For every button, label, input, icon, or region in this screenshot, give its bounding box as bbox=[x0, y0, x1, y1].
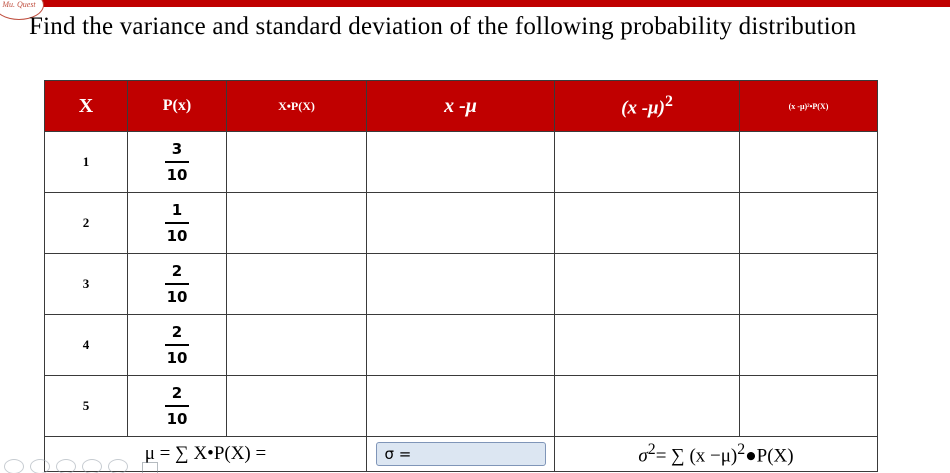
fraction-denominator: 10 bbox=[166, 287, 188, 306]
mean-formula: μ = ∑ X•P(X) = bbox=[144, 443, 267, 464]
probability-fraction bbox=[164, 140, 191, 184]
answer-cell-weighted-squared[interactable] bbox=[740, 254, 878, 315]
probability-fraction bbox=[164, 384, 191, 428]
variance-tail: ●P(X) bbox=[745, 445, 794, 467]
logo-stamp: Mu. Quest bbox=[0, 0, 44, 20]
instruction-text: Find the variance and standard deviation of the following probability distribution bbox=[29, 13, 857, 40]
answer-cell-deviation[interactable] bbox=[367, 254, 555, 315]
x-value-cell: 1 bbox=[45, 132, 128, 193]
variance-sum-exp: 2 bbox=[737, 440, 746, 458]
answer-cell-deviation-squared[interactable] bbox=[555, 315, 740, 376]
fraction-numerator: 2 bbox=[171, 323, 183, 342]
probability-fraction bbox=[164, 201, 191, 245]
fraction-numerator: 3 bbox=[171, 140, 183, 159]
header-x-times-p: X•P(X) bbox=[227, 81, 367, 132]
fraction-denominator: 10 bbox=[166, 409, 188, 428]
header-deviation bbox=[367, 81, 555, 132]
top-rule bbox=[0, 0, 950, 7]
probability-table bbox=[44, 80, 878, 472]
header-deviation-text: x -μ bbox=[444, 94, 477, 117]
probability-cell bbox=[128, 193, 227, 254]
faded-toolbar bbox=[0, 455, 170, 473]
answer-cell-x-times-p[interactable] bbox=[227, 132, 367, 193]
sigma-input-box[interactable]: σ = bbox=[376, 442, 546, 466]
table-row bbox=[45, 315, 878, 376]
header-weighted-squared: (x -μ)²•P(X) bbox=[740, 81, 878, 132]
faded-square-icon bbox=[142, 462, 158, 473]
answer-cell-deviation[interactable] bbox=[367, 193, 555, 254]
answer-cell-deviation[interactable] bbox=[367, 132, 555, 193]
fraction-numerator: 2 bbox=[171, 384, 183, 403]
x-value-cell: 4 bbox=[45, 315, 128, 376]
probability-cell bbox=[128, 132, 227, 193]
fraction-denominator: 10 bbox=[166, 165, 188, 184]
faded-circle-icon bbox=[82, 459, 102, 473]
header-deviation-squared bbox=[555, 81, 740, 132]
answer-cell-x-times-p[interactable] bbox=[227, 254, 367, 315]
answer-cell-deviation-squared[interactable] bbox=[555, 132, 740, 193]
table-row bbox=[45, 132, 878, 193]
variance-sigma: σ bbox=[638, 445, 648, 467]
probability-cell bbox=[128, 254, 227, 315]
variance-formula-cell bbox=[555, 437, 878, 472]
answer-cell-x-times-p[interactable] bbox=[227, 193, 367, 254]
probability-cell bbox=[128, 315, 227, 376]
answer-cell-weighted-squared[interactable] bbox=[740, 376, 878, 437]
probability-fraction bbox=[164, 262, 191, 306]
faded-circle-icon bbox=[56, 459, 76, 473]
sigma-cell bbox=[367, 437, 555, 472]
answer-cell-deviation[interactable] bbox=[367, 376, 555, 437]
faded-circle-icon bbox=[108, 459, 128, 473]
faded-circle-icon bbox=[30, 459, 50, 473]
fraction-numerator: 1 bbox=[171, 201, 183, 220]
x-value-cell: 3 bbox=[45, 254, 128, 315]
answer-cell-weighted-squared[interactable] bbox=[740, 315, 878, 376]
probability-fraction bbox=[164, 323, 191, 367]
x-value-cell: 2 bbox=[45, 193, 128, 254]
header-row bbox=[45, 81, 878, 132]
variance-sigma-exp: 2 bbox=[647, 440, 656, 458]
fraction-denominator: 10 bbox=[166, 348, 188, 367]
answer-cell-deviation-squared[interactable] bbox=[555, 376, 740, 437]
answer-cell-deviation-squared[interactable] bbox=[555, 254, 740, 315]
table-row bbox=[45, 254, 878, 315]
answer-cell-deviation-squared[interactable] bbox=[555, 193, 740, 254]
answer-cell-x-times-p[interactable] bbox=[227, 376, 367, 437]
fraction-denominator: 10 bbox=[166, 226, 188, 245]
header-deviation-squared-exp: 2 bbox=[664, 92, 673, 110]
answer-cell-x-times-p[interactable] bbox=[227, 315, 367, 376]
table-row bbox=[45, 376, 878, 437]
variance-sum: = ∑ (x −μ) bbox=[655, 445, 738, 467]
probability-cell bbox=[128, 376, 227, 437]
fraction-numerator: 2 bbox=[171, 262, 183, 281]
header-probability: P(x) bbox=[128, 81, 227, 132]
table-row bbox=[45, 193, 878, 254]
header-deviation-squared-base: (x -μ) bbox=[621, 97, 665, 119]
answer-cell-weighted-squared[interactable] bbox=[740, 193, 878, 254]
header-x: X bbox=[45, 81, 128, 132]
answer-cell-deviation[interactable] bbox=[367, 315, 555, 376]
faded-circle-icon bbox=[4, 459, 24, 473]
x-value-cell: 5 bbox=[45, 376, 128, 437]
answer-cell-weighted-squared[interactable] bbox=[740, 132, 878, 193]
